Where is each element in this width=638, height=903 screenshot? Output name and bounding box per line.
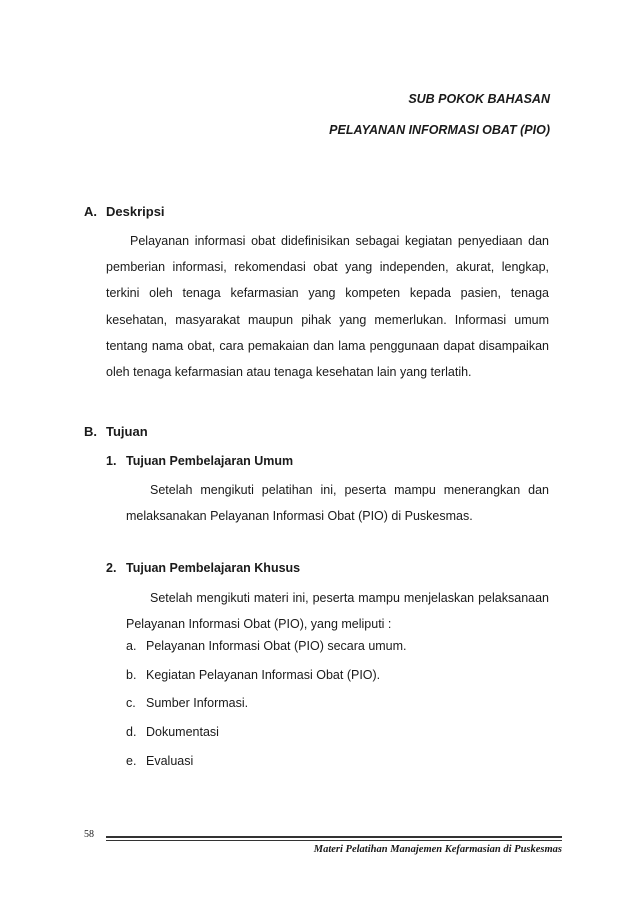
list-item-text: Pelayanan Informasi Obat (PIO) secara umum. [146,639,407,653]
list-item [126,668,380,682]
sub1-paragraph [126,477,549,529]
list-item [126,639,407,653]
list-item [126,696,248,710]
sub2-number: 2. [106,561,117,575]
footer-book-title: Materi Pelatihan Manajemen Kefarmasian di Puskesmas [313,844,562,855]
list-item-label: c. [126,696,136,710]
sub1-number: 1. [106,454,117,468]
list-item-text: Kegiatan Pelayanan Informasi Obat (PIO). [146,668,381,682]
footer-divider [106,836,562,838]
sub2-title: Tujuan Pembelajaran Khusus [126,561,301,575]
list-item-label: a. [126,639,137,653]
sub1-title: Tujuan Pembelajaran Umum [126,454,294,468]
subtopic-heading: SUB POKOK BAHASAN [408,92,550,106]
footer-divider-thin [106,840,562,841]
section-a-text: Pelayanan informasi obat didefinisikan sebagai kegiatan penyediaan dan pemberian informasi, rekomendasi obat yang independen, akurat, lengkap, terkini oleh tenaga kefarmasian yang kompeten kepada pasien, tenaga kesehatan, masyarakat maupun pihak yang memerlukan. Informasi umum tentang nama obat, cara pemakaian dan lama penggunaan dapat disampaikan oleh tenaga kefarmasian atau tenaga kesehatan lain yang terlatih. [106,234,549,380]
list-item-text: Evaluasi [146,754,194,768]
list-item-label: e. [126,754,137,768]
sub2-heading [106,561,300,575]
list-item-label: b. [126,668,137,682]
section-a-letter: A. [84,204,97,219]
list-item-text: Sumber Informasi. [146,696,249,710]
sub1-heading [106,454,293,468]
page-number: 58 [84,829,94,840]
section-a-paragraph [106,228,549,385]
section-b-heading [84,424,148,439]
sub1-text: Setelah mengikuti pelatihan ini, peserta mampu menerangkan dan melaksanakan Pelayanan Informasi Obat (PIO) di Puskesmas. [126,483,549,524]
list-item-text: Dokumentasi [146,725,219,739]
section-a-heading [84,204,165,219]
section-a-title: Deskripsi [106,204,165,219]
sub2-text: Setelah mengikuti materi ini, peserta mampu menjelaskan pelaksanaan Pelayanan Informasi Obat (PIO), yang meliputi : [126,591,549,632]
list-item [126,725,219,739]
sub2-paragraph [126,585,549,637]
list-item-label: d. [126,725,137,739]
page-title: PELAYANAN INFORMASI OBAT (PIO) [329,123,550,137]
section-b-title: Tujuan [106,424,148,439]
section-b-letter: B. [84,424,97,439]
list-item [126,754,193,768]
